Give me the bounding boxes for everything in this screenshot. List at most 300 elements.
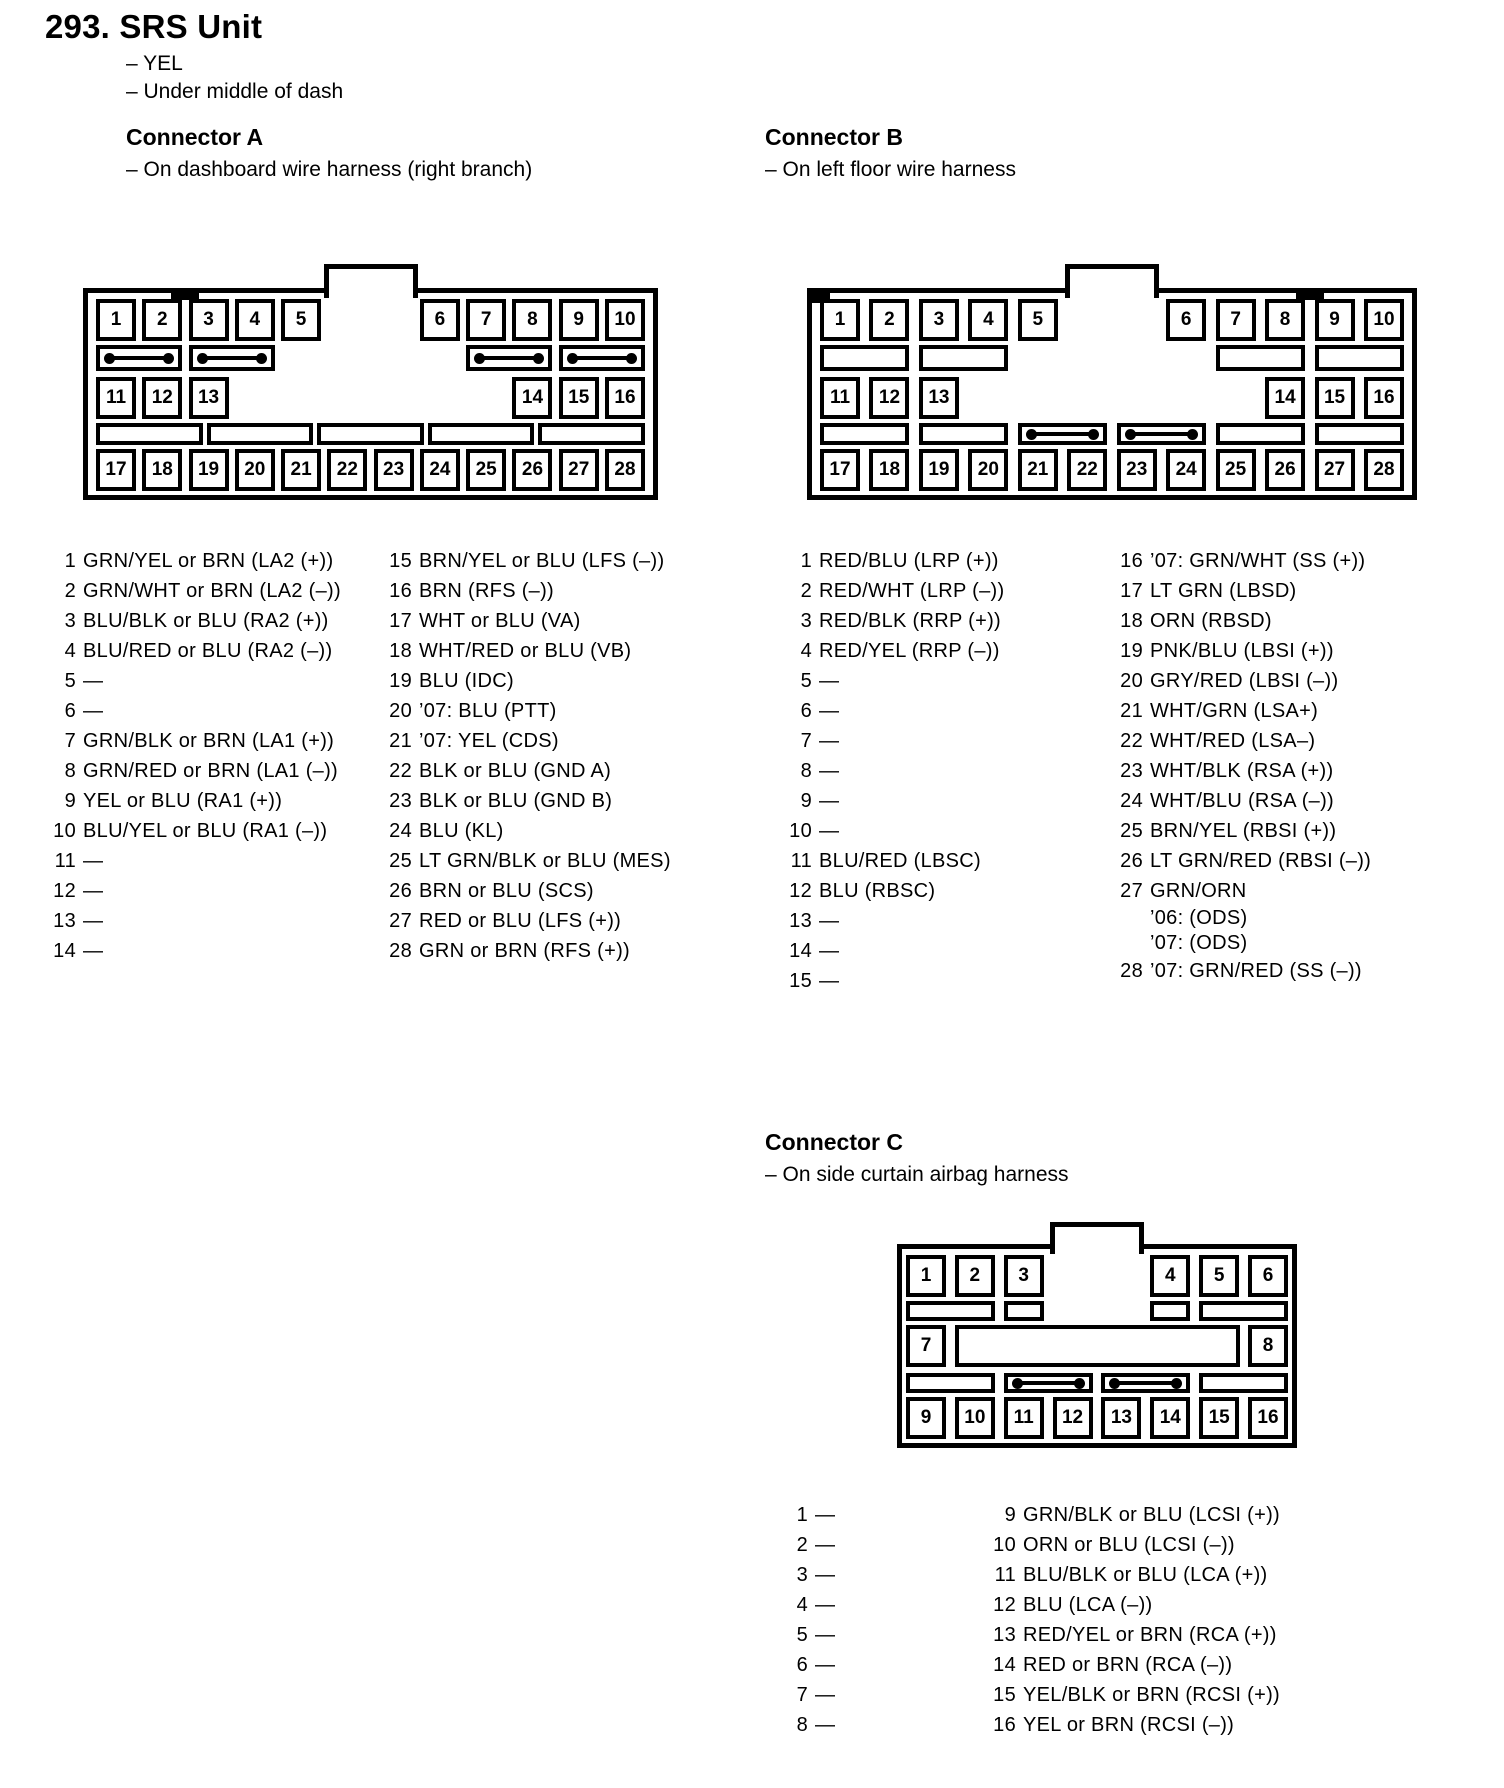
pin-number: 5 bbox=[800, 670, 812, 692]
blank-cell bbox=[96, 423, 203, 445]
blank-cell bbox=[919, 345, 1008, 371]
page-title: 293. SRS Unit bbox=[45, 8, 263, 45]
pin-cell: 14 bbox=[512, 377, 552, 419]
pin-wire-desc: WHT/RED or BLU (VB) bbox=[419, 640, 632, 662]
pin-cell: 28 bbox=[605, 449, 645, 491]
pin-row bbox=[1115, 696, 1371, 726]
pin-cell: 15 bbox=[1315, 377, 1355, 419]
pin-wire-desc: RED or BRN (RCA (–)) bbox=[1023, 1654, 1233, 1676]
pin-row bbox=[784, 576, 1004, 606]
pin-number: 12 bbox=[789, 880, 812, 902]
shorting-bar-line bbox=[477, 356, 541, 360]
pin-row bbox=[48, 756, 341, 786]
pin-cell: 16 bbox=[605, 377, 645, 419]
pin-cell: 26 bbox=[512, 449, 552, 491]
pin-wire-desc: — bbox=[83, 850, 104, 872]
key-notch-mark bbox=[171, 288, 199, 300]
pin-cell: 25 bbox=[1216, 449, 1256, 491]
pin-row bbox=[784, 876, 1004, 906]
pin-number: 2 bbox=[800, 580, 812, 602]
pin-cell: 6 bbox=[1248, 1255, 1288, 1297]
pin-cell: 4 bbox=[968, 299, 1008, 341]
pin-cell: 4 bbox=[235, 299, 275, 341]
pin-number: 22 bbox=[389, 760, 412, 782]
key-notch-mark bbox=[812, 288, 830, 303]
pin-wire-desc-extra: ’07: (ODS) bbox=[1150, 932, 1248, 954]
pin-wire-desc: BLU (KL) bbox=[419, 820, 504, 842]
pin-row bbox=[384, 666, 671, 696]
pin-number: 4 bbox=[64, 640, 76, 662]
pin-cell: 4 bbox=[1150, 1255, 1190, 1297]
blank-cell bbox=[538, 423, 645, 445]
pin-number: 14 bbox=[53, 940, 76, 962]
shorting-bar-cell bbox=[1018, 423, 1107, 445]
shorting-bar-dot bbox=[533, 353, 544, 364]
pin-cell: 10 bbox=[605, 299, 645, 341]
pin-number: 1 bbox=[796, 1504, 808, 1526]
pin-row bbox=[48, 666, 341, 696]
pin-number: 27 bbox=[389, 910, 412, 932]
shorting-bar-cell bbox=[1101, 1373, 1190, 1393]
pin-wire-desc: ’07: BLU (PTT) bbox=[419, 700, 557, 722]
pin-row bbox=[384, 906, 671, 936]
pin-number: 18 bbox=[1120, 610, 1143, 632]
blank-cell bbox=[428, 423, 535, 445]
pin-row bbox=[48, 816, 341, 846]
pin-row bbox=[1115, 876, 1371, 906]
pin-number: 16 bbox=[993, 1714, 1016, 1736]
pin-wire-desc: GRY/RED (LBSI (–)) bbox=[1150, 670, 1339, 692]
pin-wire-desc: BLU/YEL or BLU (RA1 (–)) bbox=[83, 820, 328, 842]
pin-wire-desc: WHT/GRN (LSA+) bbox=[1150, 700, 1319, 722]
pin-wire-desc: GRN/WHT or BRN (LA2 (–)) bbox=[83, 580, 341, 602]
pin-wire-desc: BLU/RED or BLU (RA2 (–)) bbox=[83, 640, 333, 662]
pin-row bbox=[988, 1560, 1280, 1590]
connector-a-location: – On dashboard wire harness (right branch) bbox=[126, 158, 533, 181]
pin-cell: 19 bbox=[189, 449, 229, 491]
pin-wire-desc: — bbox=[815, 1504, 836, 1526]
pin-row bbox=[1115, 666, 1371, 696]
pin-wire-desc: — bbox=[815, 1714, 836, 1736]
pin-wire-desc: — bbox=[819, 790, 840, 812]
pin-number: 26 bbox=[1120, 850, 1143, 872]
pin-wire-desc: — bbox=[819, 730, 840, 752]
pin-number: 6 bbox=[64, 700, 76, 722]
pin-number: 12 bbox=[993, 1594, 1016, 1616]
key-notch-mark bbox=[1296, 288, 1324, 300]
pin-wire-desc: — bbox=[83, 700, 104, 722]
shorting-bar-dot bbox=[1074, 1378, 1085, 1389]
pin-cell: 5 bbox=[281, 299, 321, 341]
pin-row bbox=[988, 1710, 1280, 1740]
pin-row bbox=[784, 966, 1004, 996]
pin-number: 3 bbox=[64, 610, 76, 632]
pin-number: 27 bbox=[1120, 880, 1143, 902]
shorting-bar-line bbox=[570, 356, 634, 360]
pin-number: 24 bbox=[1120, 790, 1143, 812]
pin-cell: 5 bbox=[1199, 1255, 1239, 1297]
pin-number: 28 bbox=[389, 940, 412, 962]
shorting-bar-icon bbox=[100, 349, 178, 367]
pin-row bbox=[48, 636, 341, 666]
blank-cell bbox=[906, 1373, 995, 1393]
pin-cell: 23 bbox=[374, 449, 414, 491]
pin-number: 11 bbox=[54, 850, 76, 872]
pin-number: 3 bbox=[800, 610, 812, 632]
shorting-bar-icon bbox=[1022, 427, 1103, 441]
shorting-bar-icon bbox=[1121, 427, 1202, 441]
pin-number: 16 bbox=[389, 580, 412, 602]
pin-number: 20 bbox=[1120, 670, 1143, 692]
pin-cell: 2 bbox=[955, 1255, 995, 1297]
pin-wire-desc: WHT or BLU (VA) bbox=[419, 610, 581, 632]
pin-row bbox=[384, 786, 671, 816]
pin-cell: 28 bbox=[1364, 449, 1404, 491]
pin-row bbox=[48, 846, 341, 876]
pin-cell: 17 bbox=[820, 449, 860, 491]
pin-wire-desc: BLU/BLK or BLU (RA2 (+)) bbox=[83, 610, 329, 632]
pin-row bbox=[780, 1500, 835, 1530]
shorting-bar-dot bbox=[1012, 1378, 1023, 1389]
pin-wire-desc: YEL/BLK or BRN (RCSI (+)) bbox=[1023, 1684, 1281, 1706]
pin-row bbox=[48, 876, 341, 906]
pin-number: 15 bbox=[389, 550, 412, 572]
pin-cell: 27 bbox=[559, 449, 599, 491]
pin-cell: 11 bbox=[820, 377, 860, 419]
pin-number: 18 bbox=[389, 640, 412, 662]
pin-number: 21 bbox=[389, 730, 412, 752]
connector-a-pin-list-col1 bbox=[48, 546, 341, 966]
pin-row bbox=[384, 726, 671, 756]
connector-a-pin-list-col2 bbox=[384, 546, 671, 966]
shorting-bar-dot bbox=[626, 353, 637, 364]
shorting-bar-icon bbox=[1008, 1377, 1089, 1389]
pin-wire-desc: GRN/RED or BRN (LA1 (–)) bbox=[83, 760, 339, 782]
blank-cell bbox=[317, 423, 424, 445]
pin-row bbox=[48, 786, 341, 816]
pin-number: 22 bbox=[1120, 730, 1143, 752]
pin-row bbox=[48, 906, 341, 936]
pin-number: 16 bbox=[1120, 550, 1143, 572]
pin-number: 7 bbox=[800, 730, 812, 752]
pin-number: 7 bbox=[796, 1684, 808, 1706]
pin-row bbox=[784, 906, 1004, 936]
pin-wire-desc: WHT/RED (LSA–) bbox=[1150, 730, 1316, 752]
connector-b-heading: Connector B bbox=[765, 124, 903, 150]
pin-wire-desc: BLK or BLU (GND A) bbox=[419, 760, 612, 782]
pin-row bbox=[784, 666, 1004, 696]
pin-number: 5 bbox=[796, 1624, 808, 1646]
pin-cell: 23 bbox=[1117, 449, 1157, 491]
pin-number: 11 bbox=[994, 1564, 1016, 1586]
pin-number: 17 bbox=[389, 610, 412, 632]
blank-cell bbox=[1150, 1301, 1190, 1321]
pin-cell: 25 bbox=[466, 449, 506, 491]
pin-row bbox=[48, 936, 341, 966]
pin-number: 13 bbox=[53, 910, 76, 932]
pin-cell: 17 bbox=[96, 449, 136, 491]
blank-cell bbox=[1315, 423, 1404, 445]
pin-row bbox=[384, 576, 671, 606]
pin-cell: 27 bbox=[1315, 449, 1355, 491]
blank-cell bbox=[1315, 345, 1404, 371]
shorting-bar-dot bbox=[197, 353, 208, 364]
pin-row bbox=[1115, 636, 1371, 666]
pin-wire-desc: — bbox=[815, 1684, 836, 1706]
pin-cell: 5 bbox=[1018, 299, 1058, 341]
pin-cell: 20 bbox=[235, 449, 275, 491]
pin-number: 10 bbox=[789, 820, 812, 842]
blank-cell bbox=[820, 423, 909, 445]
pin-cell: 3 bbox=[919, 299, 959, 341]
pin-wire-desc: WHT/BLU (RSA (–)) bbox=[1150, 790, 1334, 812]
pin-cell: 21 bbox=[281, 449, 321, 491]
pin-number: 25 bbox=[1120, 820, 1143, 842]
pin-wire-desc: ’07: GRN/WHT (SS (+)) bbox=[1150, 550, 1366, 572]
pin-cell: 20 bbox=[968, 449, 1008, 491]
pin-cell: 11 bbox=[1004, 1397, 1044, 1439]
pin-cell: 22 bbox=[327, 449, 367, 491]
pin-wire-desc: — bbox=[815, 1564, 836, 1586]
pin-wire-desc: — bbox=[819, 700, 840, 722]
pin-wire-desc: BLU/RED (LBSC) bbox=[819, 850, 982, 872]
pin-row bbox=[784, 636, 1004, 666]
pin-cell: 24 bbox=[1166, 449, 1206, 491]
pin-row bbox=[48, 576, 341, 606]
pin-row bbox=[784, 786, 1004, 816]
pin-row bbox=[384, 546, 671, 576]
pin-row bbox=[1115, 546, 1371, 576]
pin-cell: 3 bbox=[189, 299, 229, 341]
pin-cell: 6 bbox=[420, 299, 460, 341]
pin-wire-desc: RED/WHT (LRP (–)) bbox=[819, 580, 1005, 602]
pin-cell: 8 bbox=[1265, 299, 1305, 341]
pin-wire-desc: WHT/BLK (RSA (+)) bbox=[1150, 760, 1334, 782]
pin-row bbox=[784, 726, 1004, 756]
pin-row bbox=[1115, 606, 1371, 636]
pin-cell: 1 bbox=[96, 299, 136, 341]
pin-row bbox=[784, 696, 1004, 726]
pin-cell: 10 bbox=[1364, 299, 1404, 341]
pin-row bbox=[780, 1710, 835, 1740]
shorting-bar-icon bbox=[1105, 1377, 1186, 1389]
pin-number: 15 bbox=[993, 1684, 1016, 1706]
pin-number: 23 bbox=[389, 790, 412, 812]
pin-number: 24 bbox=[389, 820, 412, 842]
pin-wire-desc: BLU (IDC) bbox=[419, 670, 514, 692]
pin-cell: 7 bbox=[466, 299, 506, 341]
connector-a-diagram bbox=[83, 264, 658, 500]
pin-cell: 15 bbox=[559, 377, 599, 419]
pin-row bbox=[988, 1650, 1280, 1680]
pin-wire-desc-extra: ’06: (ODS) bbox=[1150, 907, 1248, 929]
pin-wire-desc: — bbox=[83, 940, 104, 962]
pin-number: 12 bbox=[53, 880, 76, 902]
pin-row bbox=[384, 936, 671, 966]
pin-number: 11 bbox=[790, 850, 812, 872]
pin-cell: 1 bbox=[906, 1255, 946, 1297]
pin-row bbox=[1115, 786, 1371, 816]
pin-row bbox=[384, 636, 671, 666]
pin-wire-desc: BLK or BLU (GND B) bbox=[419, 790, 613, 812]
connector-c-pin-list-col2 bbox=[988, 1500, 1280, 1740]
shorting-bar-cell bbox=[189, 345, 275, 371]
pin-wire-desc: — bbox=[83, 910, 104, 932]
pin-wire-desc: BRN or BLU (SCS) bbox=[419, 880, 594, 902]
pin-wire-desc: PNK/BLU (LBSI (+)) bbox=[1150, 640, 1334, 662]
blank-cell bbox=[1199, 1373, 1288, 1393]
pin-row bbox=[988, 1620, 1280, 1650]
pin-cell: 8 bbox=[512, 299, 552, 341]
pin-number: 9 bbox=[64, 790, 76, 812]
blank-cell bbox=[1216, 423, 1305, 445]
connector-c-pin-list-col1 bbox=[780, 1500, 835, 1740]
pin-number: 26 bbox=[389, 880, 412, 902]
pin-row bbox=[988, 1530, 1280, 1560]
pin-wire-desc: RED/YEL or BRN (RCA (+)) bbox=[1023, 1624, 1277, 1646]
connector-tab bbox=[324, 264, 418, 298]
connector-c-heading: Connector C bbox=[765, 1129, 903, 1155]
shorting-bar-dot bbox=[104, 353, 115, 364]
blank-cell bbox=[1004, 1301, 1044, 1321]
shorting-bar-line bbox=[200, 356, 264, 360]
pin-wire-desc: BLU (RBSC) bbox=[819, 880, 936, 902]
shorting-bar-cell bbox=[96, 345, 182, 371]
pin-row bbox=[1115, 846, 1371, 876]
pin-cell: 26 bbox=[1265, 449, 1305, 491]
pin-number: 2 bbox=[796, 1534, 808, 1556]
pin-cell: 14 bbox=[1265, 377, 1305, 419]
pin-cell: 12 bbox=[142, 377, 182, 419]
connector-tab bbox=[1065, 264, 1159, 298]
pin-wire-desc: YEL or BLU (RA1 (+)) bbox=[83, 790, 283, 812]
shorting-bar-dot bbox=[567, 353, 578, 364]
pin-wire-desc: — bbox=[819, 670, 840, 692]
pin-wire-desc: ORN (RBSD) bbox=[1150, 610, 1272, 632]
pin-cell: 12 bbox=[869, 377, 909, 419]
shorting-bar-dot bbox=[1088, 429, 1099, 440]
connector-c-diagram bbox=[897, 1222, 1297, 1448]
shorting-bar-dot bbox=[1026, 429, 1037, 440]
pin-row bbox=[988, 1590, 1280, 1620]
pin-wire-desc: — bbox=[819, 970, 840, 992]
pin-wire-desc: ’07: YEL (CDS) bbox=[419, 730, 559, 752]
shorting-bar-cell bbox=[1117, 423, 1206, 445]
pin-wire-desc: GRN/BLK or BRN (LA1 (+)) bbox=[83, 730, 335, 752]
pin-number: 20 bbox=[389, 700, 412, 722]
pin-wire-desc: RED or BLU (LFS (+)) bbox=[419, 910, 622, 932]
pin-number: 6 bbox=[800, 700, 812, 722]
pin-cell: 3 bbox=[1004, 1255, 1044, 1297]
pin-row bbox=[384, 696, 671, 726]
connector-a-heading: Connector A bbox=[126, 124, 264, 150]
pin-wire-desc: BRN (RFS (–)) bbox=[419, 580, 555, 602]
pin-row bbox=[780, 1530, 835, 1560]
pin-row bbox=[384, 606, 671, 636]
connector-c-location: – On side curtain airbag harness bbox=[765, 1163, 1069, 1186]
pin-number: 10 bbox=[993, 1534, 1016, 1556]
pin-row bbox=[48, 606, 341, 636]
pin-row bbox=[784, 606, 1004, 636]
pin-wire-desc: BLU (LCA (–)) bbox=[1023, 1594, 1153, 1616]
blank-cell bbox=[820, 345, 909, 371]
pin-cell: 21 bbox=[1018, 449, 1058, 491]
pin-cell: 15 bbox=[1199, 1397, 1239, 1439]
pin-row bbox=[384, 816, 671, 846]
pin-wire-desc: — bbox=[815, 1654, 836, 1676]
pin-number: 6 bbox=[796, 1654, 808, 1676]
pin-wire-desc: BRN/YEL (RBSI (+)) bbox=[1150, 820, 1337, 842]
pin-cell: 2 bbox=[869, 299, 909, 341]
connector-b-pin-list-col2 bbox=[1115, 546, 1371, 986]
pin-cell: 2 bbox=[142, 299, 182, 341]
shorting-bar-dot bbox=[1187, 429, 1198, 440]
pin-number: 10 bbox=[53, 820, 76, 842]
pin-number: 21 bbox=[1120, 700, 1143, 722]
pin-row bbox=[988, 1500, 1280, 1530]
pin-row bbox=[784, 756, 1004, 786]
shorting-bar-line bbox=[1015, 1381, 1082, 1385]
shorting-bar-cell bbox=[1004, 1373, 1093, 1393]
pin-cell: 8 bbox=[1248, 1325, 1288, 1367]
shorting-bar-icon bbox=[193, 349, 271, 367]
shorting-bar-cell bbox=[559, 345, 645, 371]
pin-number: 19 bbox=[389, 670, 412, 692]
blank-cell bbox=[1199, 1301, 1288, 1321]
pin-row bbox=[48, 696, 341, 726]
pin-cell: 18 bbox=[142, 449, 182, 491]
pin-number: 4 bbox=[796, 1594, 808, 1616]
pin-wire-desc: — bbox=[815, 1534, 836, 1556]
pin-cell: 6 bbox=[1166, 299, 1206, 341]
pin-row bbox=[780, 1650, 835, 1680]
unit-location-note: – Under middle of dash bbox=[126, 80, 344, 103]
pin-wire-desc: GRN or BRN (RFS (+)) bbox=[419, 940, 630, 962]
pin-cell: 19 bbox=[919, 449, 959, 491]
pin-row bbox=[784, 846, 1004, 876]
shorting-bar-cell bbox=[466, 345, 552, 371]
pin-wire-desc: — bbox=[83, 670, 104, 692]
blank-cell bbox=[1216, 345, 1305, 371]
pin-row bbox=[780, 1590, 835, 1620]
pin-number: 25 bbox=[389, 850, 412, 872]
pin-number: 17 bbox=[1120, 580, 1143, 602]
pin-number: 3 bbox=[796, 1564, 808, 1586]
pin-wire-desc: BRN/YEL or BLU (LFS (–)) bbox=[419, 550, 665, 572]
pin-wire-desc: RED/BLK (RRP (+)) bbox=[819, 610, 1001, 632]
shorting-bar-dot bbox=[256, 353, 267, 364]
pin-wire-desc: BLU/BLK or BLU (LCA (+)) bbox=[1023, 1564, 1268, 1586]
pin-row bbox=[384, 876, 671, 906]
pin-cell: 13 bbox=[1101, 1397, 1141, 1439]
pin-row bbox=[784, 936, 1004, 966]
blank-cell bbox=[919, 423, 1008, 445]
connector-b-location: – On left floor wire harness bbox=[765, 158, 1016, 181]
pin-number: 9 bbox=[800, 790, 812, 812]
pin-number: 8 bbox=[800, 760, 812, 782]
pin-wire-desc: GRN/BLK or BLU (LCSI (+)) bbox=[1023, 1504, 1281, 1526]
pin-cell: 11 bbox=[96, 377, 136, 419]
pin-number: 8 bbox=[64, 760, 76, 782]
connector-b-diagram bbox=[807, 264, 1417, 500]
pin-row bbox=[384, 756, 671, 786]
pin-number: 19 bbox=[1120, 640, 1143, 662]
pin-cell: 9 bbox=[906, 1397, 946, 1439]
pin-wire-desc: — bbox=[83, 880, 104, 902]
pin-wire-desc: ’07: GRN/RED (SS (–)) bbox=[1150, 960, 1362, 982]
pin-number: 23 bbox=[1120, 760, 1143, 782]
shorting-bar-dot bbox=[474, 353, 485, 364]
